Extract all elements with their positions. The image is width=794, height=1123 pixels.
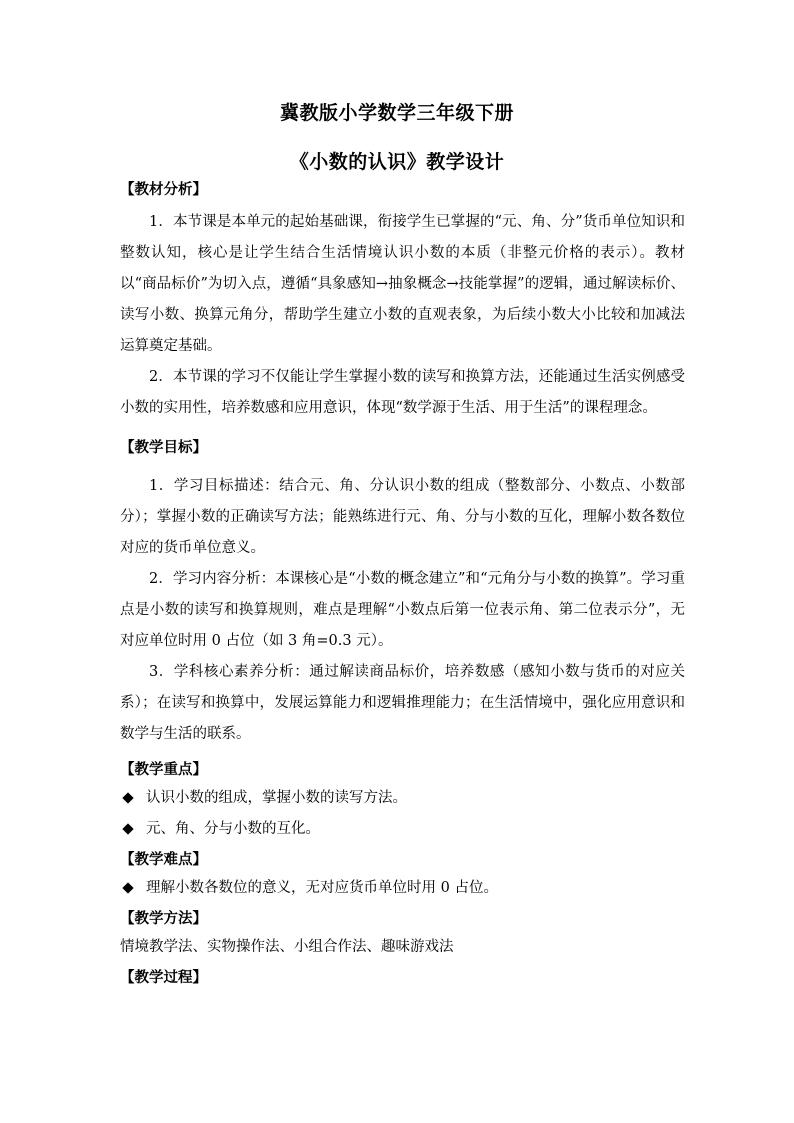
analysis-paragraph-1: 1．本节课是本单元的起始基础课，衔接学生已掌握的“元、角、分”货币单位知识和整数认知，核心是让学生结合生活情境认识小数的本质（非整元价格的表示）。教材以“商品标价”为切入点，遵循“具象感知→抽象概念→技能掌握”的逻辑，通过解读标价、读写小数、换算元角分，帮助学生建立小数的直观表象，为后续小数大小比较和加减法运算奠定基础。 [120,214,685,354]
document-subtitle: 《小数的认识》教学设计 [289,151,505,173]
difficulty-text: 理解小数各数位的意义，无对应货币单位时用 0 占位。 [146,880,498,896]
section-heading-difficulties: 【教学难点】 [120,852,207,868]
document-body [120,176,685,995]
section-heading-analysis: 【教材分析】 [120,182,207,198]
objectives-paragraph-2: 2．学习内容分析：本课核心是“小数的概念建立”和“元角分与小数的换算”。学习重点是小数的读写和换算规则，难点是理解“小数点后第一位表示角、第二位表示分”，无对应单位时用 0 占位（如 3 角=0.3 元）。 [120,571,685,649]
key-point-text: 认识小数的组成，掌握小数的读写方法。 [146,790,407,806]
diamond-bullet-icon [122,792,133,803]
key-point-text: 元、角、分与小数的互化。 [146,821,320,837]
section-heading-key-points: 【教学重点】 [120,762,207,778]
section-heading-objectives: 【教学目标】 [120,440,207,456]
key-point-item [120,787,685,809]
section-heading-methods: 【教学方法】 [120,911,207,927]
methods-text: 情境教学法、实物操作法、小组合作法、趣味游戏法 [120,939,454,955]
key-point-item [120,818,685,840]
diamond-bullet-icon [122,882,133,893]
objectives-paragraph-1: 1．学习目标描述：结合元、角、分认识小数的组成（整数部分、小数点、小数部分）；掌握小数的正确读写方法；能熟练进行元、角、分与小数的互化，理解小数各数位对应的货币单位意义。 [120,478,685,556]
difficulty-item [120,877,685,899]
diamond-bullet-icon [122,823,133,834]
document-title: 冀教版小学数学三年级下册 [279,102,514,124]
analysis-paragraph-2: 2．本节课的学习不仅能让学生掌握小数的读写和换算方法，还能通过生活实例感受小数的实用性，培养数感和应用意识，体现“数学源于生活、用于生活”的课程理念。 [120,369,685,416]
section-heading-process: 【教学过程】 [120,970,207,986]
objectives-paragraph-3: 3．学科核心素养分析：通过解读商品标价，培养数感（感知小数与货币的对应关系）；在读写和换算中，发展运算能力和逻辑推理能力；在生活情境中，强化应用意识和数学与生活的联系。 [120,664,685,742]
